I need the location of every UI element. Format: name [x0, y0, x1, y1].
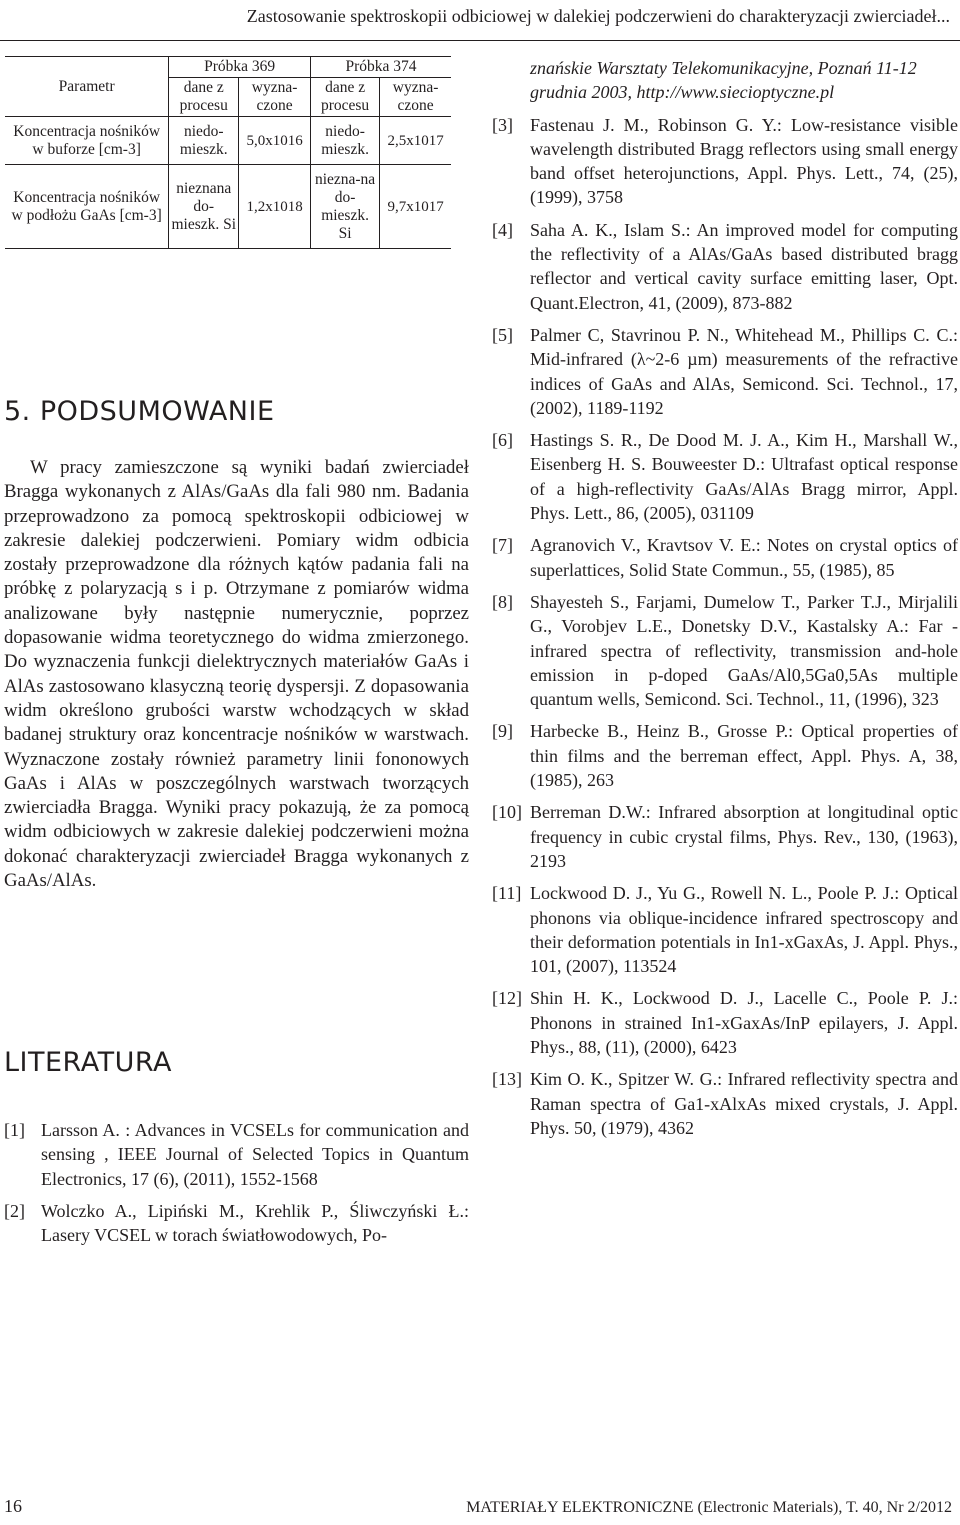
reference-text: Saha A. K., Islam S.: An improved model for computing the reflectivity of a AlAs/GaAs based distributed bragg reflector and vertical cavity surface emitting laser, Opt. Quant.Electron, 41, (2009), 873-882 [530, 219, 958, 313]
reference-continuation: znańskie Warsztaty Telekomunikacyjne, Poznań 11-12 grudnia 2003, http://www.siecioptyczne.pl [530, 58, 917, 103]
left-column [4, 56, 469, 1246]
reference-text: Lockwood D. J., Yu G., Rowell N. L., Poole P. J.: Optical phonons via oblique-incidence infrared spectroscopy and their deformation potentials in In1-xGaxAs, J. Appl. Phys., 101, (2007), 113524 [530, 883, 958, 977]
reference-text: Harbecke B., Heinz B., Grosse P.: Optical properties of thin films and the berreman effect, Appl. Phys. A, 38, (1985), 263 [530, 721, 958, 791]
value-cell: nieznana do-mieszk. Si [169, 165, 239, 249]
group-header-369: Próbka 369 [169, 57, 311, 78]
value-cell: niedo-mieszk. [169, 117, 239, 165]
subheader-cell: dane z procesu [169, 78, 239, 117]
reference-text: Kim O. K., Spitzer W. G.: Infrared reflectivity spectra and Raman spectra of Ga1-xAlxAs mixed crystals, J. Appl. Phys. 50, (1979), 4362 [530, 1069, 958, 1138]
param-cell: Koncentracja nośników w podłożu GaAs [cm-3] [5, 165, 169, 249]
parameters-table [5, 56, 451, 249]
reference-item [492, 323, 958, 420]
reference-text: Wolczko A., Lipiński M., Krehlik P., Śliwczyński Ł.: Lasery VCSEL w torach światłowodowych, Po- [41, 1200, 469, 1246]
reference-text: Hastings S. R., De Dood M. J. A., Kim H., Marshall W., Eisenberg H. S. Bouweester D.: Ultrafast optical response of a high-reflectivity GaAs/AlAs Bragg mirror, Appl. Phys. Lett., 86, (2005), 031109 [530, 430, 958, 524]
reference-number: [7] [492, 535, 513, 556]
reference-number: [5] [492, 324, 513, 345]
reference-number: [3] [492, 114, 513, 135]
reference-text: Berreman D.W.: Infrared absorption at longitudinal optic frequency in cubic crystal films, Phys. Rev., 130, (1963), 2193 [530, 802, 958, 871]
reference-item [4, 1118, 469, 1191]
reference-text: Larsson A. : Advances in VCSELs for communication and sensing , IEEE Journal of Selected Topics in Quantum Electronics, 17 (6), (2011), 1552-1568 [41, 1120, 469, 1189]
table-row [5, 117, 451, 165]
reference-number: [8] [492, 591, 513, 612]
param-cell: Koncentracja nośników w buforze [cm-3] [5, 117, 169, 165]
reference-item [492, 986, 958, 1059]
reference-text: Agranovich V., Kravtsov V. E.: Notes on crystal optics of superlattices, Solid State Commun., 55, (1985), 85 [530, 535, 958, 580]
reference-text: Shayesteh S., Farjami, Dumelow T., Parker T.J., Mirjalili G., Vorobjev L.E., Donetsky D.V., Kastalsky A.: Far -infrared spectra of reflectivity, transmission and-hole emission in p-doped GaAs/Al0,5Ga0,5As multiple quantum wells, Semicond. Sci. Technol., 11, (1996), 323 [530, 591, 958, 710]
subheader-cell: wyzna-czone [239, 78, 311, 117]
reference-text: Shin H. K., Lockwood D. J., Lacelle C., Poole P. J.: Phonons in strained In1-xGaxAs/InP epilayers, J. Appl. Phys., 88, (11), (2000), 6423 [530, 988, 958, 1057]
reference-item [4, 1199, 469, 1248]
reference-number: [4] [492, 219, 513, 240]
reference-item [492, 533, 958, 582]
reference-number: [1] [4, 1120, 25, 1140]
running-title: Zastosowanie spektroskopii odbiciowej w dalekiej podczerwieni do charakteryzacji zwierciadeł... [246, 6, 950, 26]
literature-heading: LITERATURA [4, 1047, 172, 1078]
reference-item [492, 590, 958, 711]
value-cell: 9,7x1017 [380, 165, 451, 249]
header-rule [0, 40, 960, 41]
summary-paragraph: W pracy zamieszczone są wyniki badań zwierciadeł Bragga wykonanych z AlAs/GaAs dla fali 980 nm. Badania przeprowadzono za pomocą spektroskopii odbiciowej w zakresie dalekiej podczerwieni. Pomiary widm odbicia zostały przeprowadzone dla różnych kątów padania fali na próbkę z polaryzacją s i p. Otrzymane z pomiarów widma analizowane były następnie numerycznie, poprzez dopasowanie widma teoretycznego do widma zmierzonego. Do wyznaczenia funkcji dielektrycznych materiałów GaAs i AlAs zastosowano klasyczną teorię dyspersji. Z dopasowania widm określono grubości warstw wchodzących w skład badanej struktury oraz koncentracje nośników w warstwach. Wyznaczone zostały również parametry linii fononowych GaAs i AlAs w poszczególnych warstwach tworzących zwierciadła Bragga. Wyniki pracy pokazują, że za pomocą widm odbiciowych w zakresie dalekiej podczerwieni można dokonać charakteryzacji zwierciadeł Bragga wykonanych z GaAs/AlAs. [4, 457, 469, 892]
reference-item [492, 719, 958, 792]
subheader-cell: dane z procesu [310, 78, 379, 117]
reference-item [492, 881, 958, 978]
reference-item [492, 800, 958, 873]
reference-item [492, 1067, 958, 1140]
value-cell: 2,5x1017 [380, 117, 451, 165]
table-row [5, 165, 451, 249]
reference-item [492, 428, 958, 525]
reference-text: Fastenau J. M., Robinson G. Y.: Low-resistance visible wavelength distributed Bragg reflectors using small energy band offset heterojunctions, Appl. Phys. Lett., 74, (25), (1999), 3758 [530, 114, 958, 208]
reference-number: [11] [492, 883, 522, 904]
reference-number: [12] [492, 988, 522, 1009]
summary-heading: 5. PODSUMOWANIE [4, 396, 275, 427]
page-number: 16 [4, 1496, 22, 1516]
reference-text: Palmer C, Stavrinou P. N., Whitehead M., Phillips C. C.: Mid-infrared (λ~2-6 µm) measurements of the refractive indices of GaAs and AlAs, Semicond. Sci. Technol., 17, (2002), 1189-1192 [530, 324, 958, 418]
reference-number: [6] [492, 430, 513, 451]
reference-list-left [4, 1118, 469, 1255]
group-header-374: Próbka 374 [310, 57, 451, 78]
reference-item [492, 218, 958, 315]
value-cell: 1,2x1018 [239, 165, 311, 249]
summary-body [4, 456, 469, 893]
table-header-row [5, 57, 451, 78]
reference-item [492, 113, 958, 210]
value-cell: 5,0x1016 [239, 117, 311, 165]
reference-number: [13] [492, 1069, 522, 1090]
reference-number: [2] [4, 1200, 25, 1221]
reference-number: [9] [492, 721, 513, 742]
subheader-cell: wyzna-czone [380, 78, 451, 117]
journal-footer: MATERIAŁY ELEKTRONICZNE (Electronic Materials), T. 40, Nr 2/2012 [466, 1499, 952, 1516]
param-header-cell: Parametr [5, 57, 169, 117]
value-cell: niedo-mieszk. [310, 117, 379, 165]
reference-number: [10] [492, 802, 522, 823]
reference-list-right [492, 113, 958, 1141]
value-cell: niezna-na do-mieszk. Si [310, 165, 379, 249]
